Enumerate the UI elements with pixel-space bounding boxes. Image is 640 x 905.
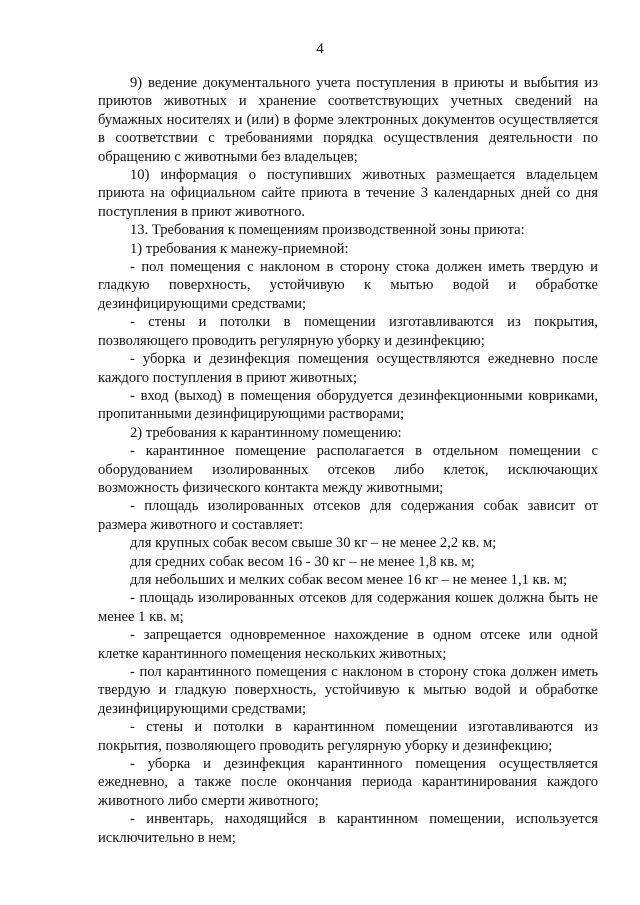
subsection-heading-quarantine: 2) требования к карантинному помещению: bbox=[130, 424, 402, 441]
paragraph-quarantine-walls: - стены и потолки в карантинном помещении изготавливаются из покрытия, позволяющего проводить регулярную уборку и дезинфекцию; bbox=[98, 719, 598, 754]
subsection-heading-reception: 1) требования к манежу-приемной: bbox=[130, 240, 349, 257]
document-body bbox=[98, 74, 598, 847]
paragraph-walls-requirement: - стены и потолки в помещении изготавливаются из покрытия, позволяющего проводить регулярную уборку и дезинфекцию; bbox=[98, 314, 598, 349]
paragraph-item-9: 9) ведение документального учета поступления в приюты и выбытия из приютов животных и хранение соответствующих учетных сведений на бумажных носителях и (или) в форме электронных документов осуществляется в соответствии с требованиями порядка осуществления деятельности по обращению с животными без владельцев; bbox=[98, 75, 598, 165]
list-item-medium-dogs: для средних собак весом 16 - 30 кг – не менее 1,8 кв. м; bbox=[130, 553, 475, 570]
paragraph-cleaning-requirement: - уборка и дезинфекция помещения осуществляются ежедневно после каждого поступления в приют животных; bbox=[98, 351, 598, 386]
paragraph-item-10: 10) информация о поступивших животных размещается владельцем приюта на официальном сайте приюта в течение 3 календарных дней со дня поступления в приют животного. bbox=[98, 167, 598, 220]
paragraph-entrance-requirement: - вход (выход) в помещения оборудуется дезинфекционными ковриками, пропитанными дезинфицирующими растворами; bbox=[98, 387, 598, 423]
page-number: 4 bbox=[316, 41, 324, 57]
paragraph-quarantine-floor: - пол карантинного помещения с наклоном в сторону стока должен иметь твердую и гладкую поверхность, устойчивую к мытью водой и обработке дезинфицирующими средствами; bbox=[98, 664, 598, 717]
paragraph-floor-requirement: - пол помещения с наклоном в сторону стока должен иметь твердую и гладкую поверхность, устойчивую к мытью водой и обработке дезинфицирующими средствами; bbox=[98, 259, 598, 312]
paragraph-dog-compartment-area: - площадь изолированных отсеков для содержания собак зависит от размера животного и составляет: bbox=[98, 498, 598, 533]
list-item-small-dogs: для небольших и мелких собак весом менее 16 кг – не менее 1,1 кв. м; bbox=[130, 571, 568, 588]
paragraph-single-animal-rule: - запрещается одновременное нахождение в одном отсеке или одной клетке карантинного помещения нескольких животных; bbox=[98, 627, 598, 662]
list-item-large-dogs: для крупных собак весом свыше 30 кг – не менее 2,2 кв. м; bbox=[130, 535, 497, 552]
paragraph-quarantine-inventory: - инвентарь, находящийся в карантинном помещении, используется исключительно в нем; bbox=[98, 811, 598, 846]
paragraph-quarantine-cleaning: - уборка и дезинфекция карантинного помещения осуществляется ежедневно, а также после окончания периода карантинирования каждого животного либо смерти животного; bbox=[98, 756, 598, 809]
paragraph-cat-compartment-area: - площадь изолированных отсеков для содержания кошек должна быть не менее 1 кв. м; bbox=[98, 590, 598, 625]
paragraph-quarantine-location: - карантинное помещение располагается в отдельном помещении с оборудованием изолированных отсеков либо клеток, исключающих возможность физического контакта между животными; bbox=[98, 443, 598, 496]
section-heading-13: 13. Требования к помещениям производственной зоны приюта: bbox=[130, 222, 525, 239]
